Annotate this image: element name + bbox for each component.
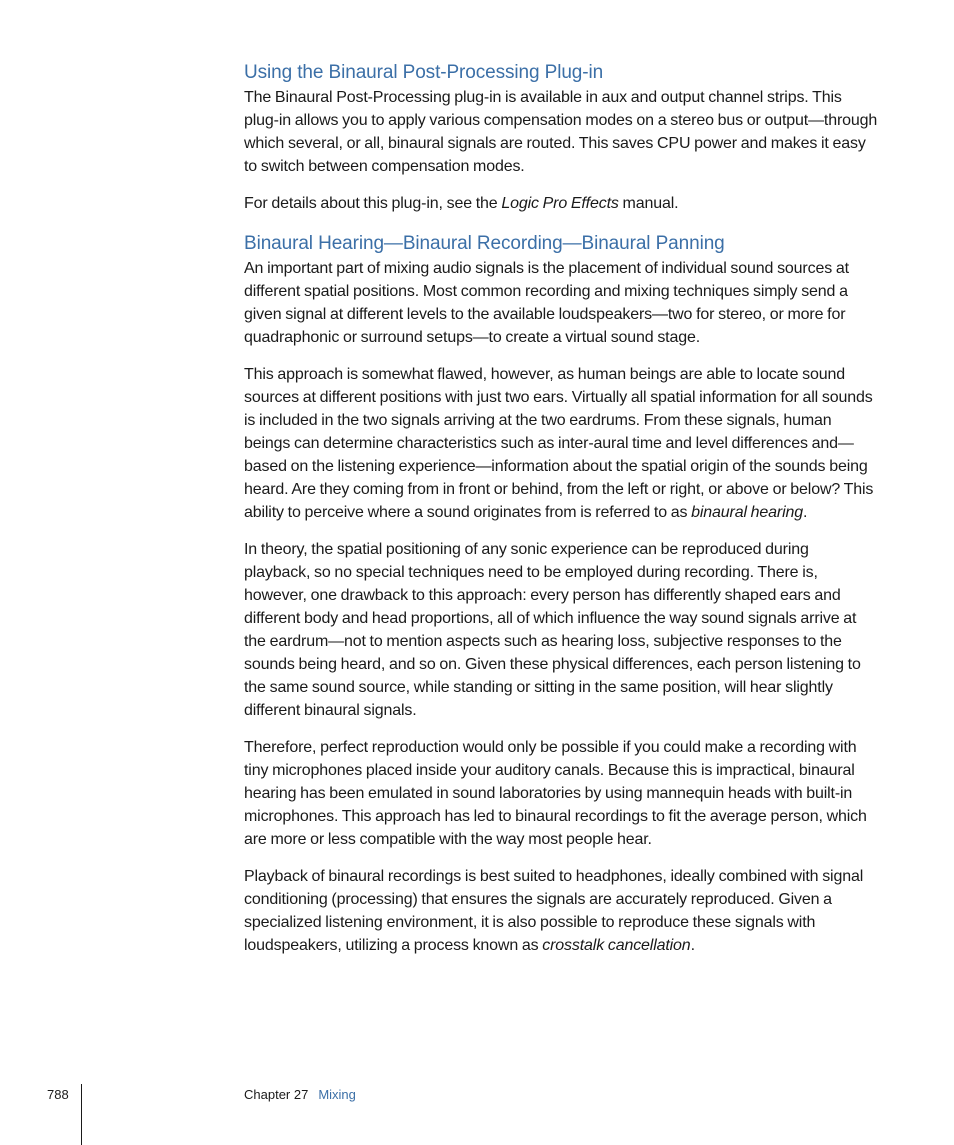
term-italic: binaural hearing (691, 504, 803, 521)
paragraph-text: For details about this plug-in, see the (244, 195, 502, 212)
section-binaural-hearing (244, 231, 878, 957)
footer-chapter-info (244, 1086, 356, 1104)
term-italic: crosstalk cancellation (542, 937, 691, 954)
body-paragraph (244, 865, 878, 957)
body-paragraph: Therefore, perfect reproduction would only be possible if you could make a recording with tiny microphones placed inside your auditory canals. Because this is impractical, binaural hearing has been emulated in sound laboratories by using mannequin heads with built-in microphones. This approach has led to binaural recordings to fit the average person, which are more or less compatible with the way most people hear. (244, 739, 867, 848)
body-paragraph: In theory, the spatial positioning of any sonic experience can be reproduced during playback, so no special techniques need to be employed during recording. There is, however, one drawback to this approach: every person has differently shaped ears and different body and head proportions, all of which influence the way sound signals arrive at the eardrum—not to mention aspects such as hearing loss, subjective responses to the sounds being heard, and so on. Given these physical differences, each person listening to the same sound source, while standing or sitting in the same position, will hear slightly different binaural signals. (244, 541, 861, 719)
body-paragraph (244, 192, 878, 215)
page-number: 788 (47, 1087, 69, 1102)
section-heading: Binaural Hearing—Binaural Recording—Binaural Panning (244, 233, 725, 254)
body-paragraph: An important part of mixing audio signals is the placement of individual sound sources at different spatial positions. Most common recording and mixing techniques simply send a given signal at different levels to the available loudspeakers—two for stereo, or more for quadraphonic or surround setups—to create a virtual sound stage. (244, 260, 849, 346)
paragraph-text: . (690, 937, 695, 954)
section-binaural-post-processing (244, 60, 878, 215)
paragraph-text: Playback of binaural recordings is best suited to headphones, ideally combined with signal conditioning (processing) that ensures the signals are accurately reproduced. Given a specialized listening environment, it is also possible to reproduce these signals with loudspeakers, utilizing a process known as (244, 868, 864, 954)
body-paragraph: The Binaural Post-Processing plug-in is available in aux and output channel strips. This plug-in allows you to apply various compensation modes on a stereo bus or output—through which several, or all, binaural signals are routed. This saves CPU power and makes it easy to switch between compensation modes. (244, 89, 878, 175)
book-title-italic: Logic Pro Effects (501, 195, 619, 212)
footer-section-link[interactable]: Mixing (318, 1087, 356, 1102)
paragraph-text: manual. (618, 195, 679, 212)
footer-chapter-label: Chapter 27 (244, 1087, 309, 1102)
body-paragraph (244, 363, 878, 524)
paragraph-text: This approach is somewhat flawed, however, as human beings are able to locate sound sources at different positions with just two ears. Virtually all spatial information for all sounds is included in the two signals arriving at the two eardrums. From these signals, human beings can determine characteristics such as inter-aural time and level differences and—based on the listening experience—information about the spatial origin of the sounds being heard. Are they coming from in front or behind, from the left or right, or above or below? This ability to perceive where a sound originates from is referred to as (244, 366, 874, 521)
section-heading: Using the Binaural Post-Processing Plug-in (244, 62, 604, 83)
page-content (244, 60, 878, 973)
paragraph-text: . (803, 504, 808, 521)
footer-divider (81, 1084, 82, 1145)
